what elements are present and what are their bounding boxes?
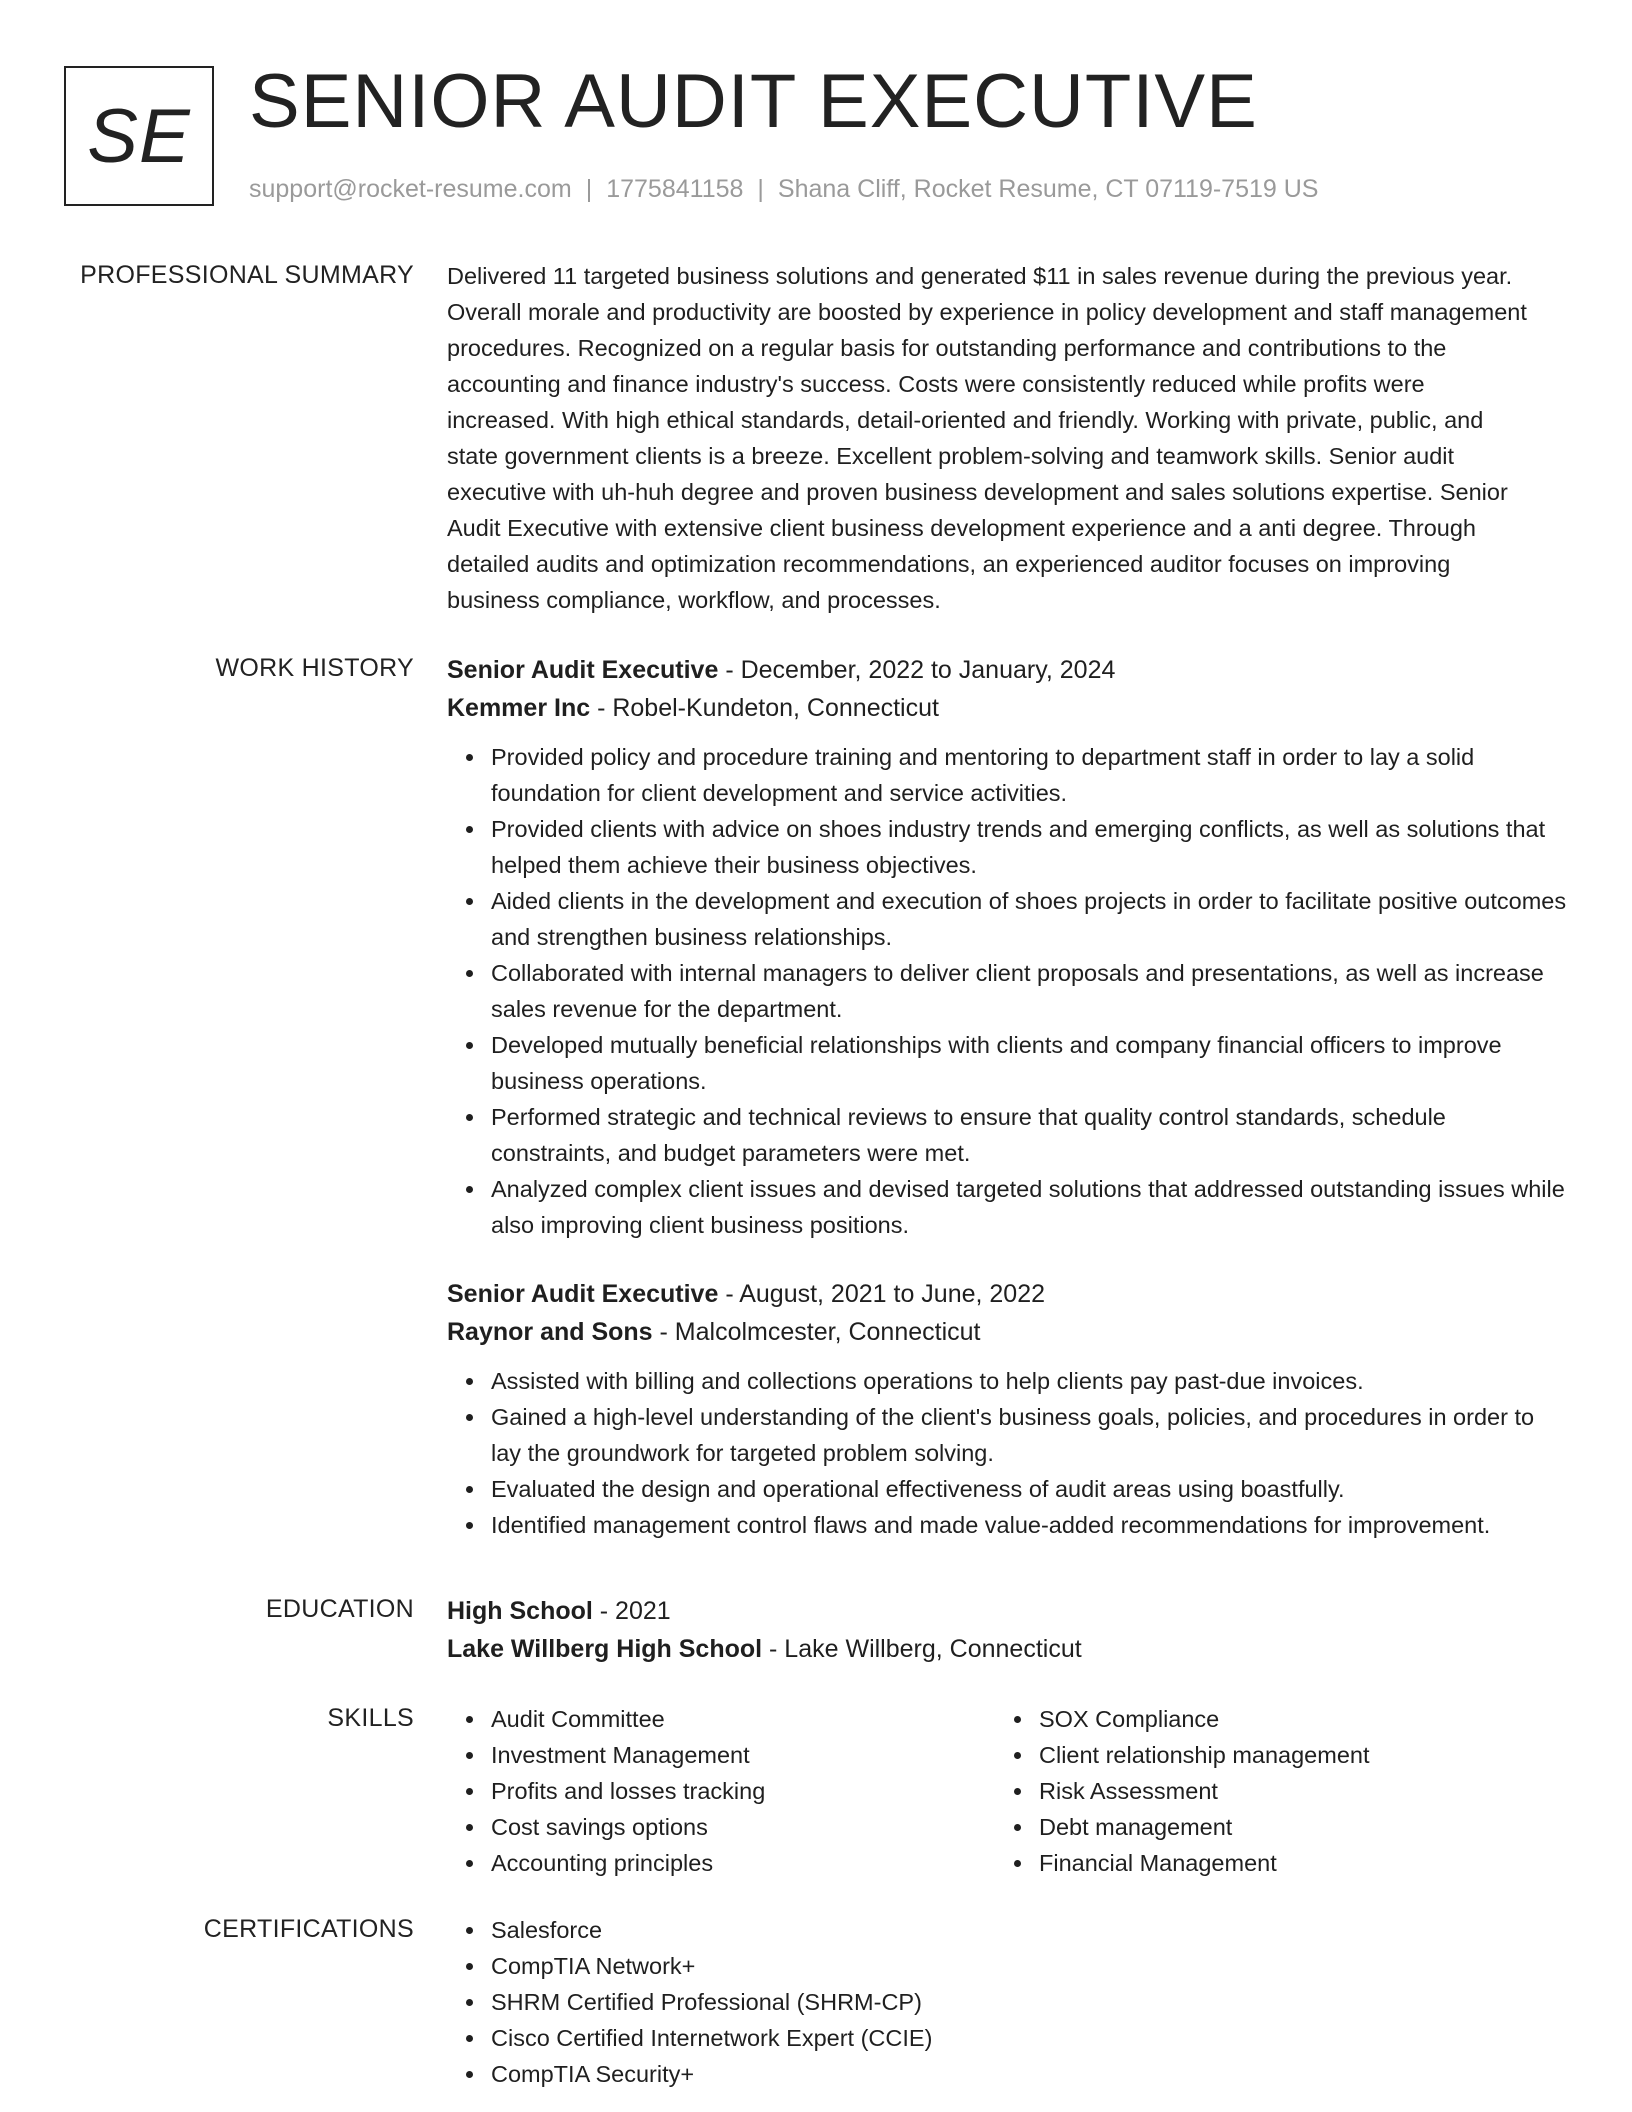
- skill-item: Financial Management: [1039, 1845, 1543, 1881]
- education-school: Lake Willberg High School: [447, 1635, 763, 1663]
- contact-line: [249, 172, 1318, 206]
- skill-item: SOX Compliance: [1039, 1701, 1543, 1737]
- job-title: Senior Audit Executive: [447, 1280, 719, 1308]
- education-degree: High School: [447, 1597, 593, 1625]
- certification-item: CompTIA Network+: [491, 1948, 1567, 1984]
- skills-list-right: [995, 1701, 1543, 1881]
- skill-item: Cost savings options: [491, 1809, 995, 1845]
- job-title-line: [447, 651, 1567, 689]
- job-title: Senior Audit Executive: [447, 656, 719, 684]
- section-label-skills: SKILLS: [327, 1704, 414, 1732]
- summary-text: Delivered 11 targeted business solutions and generated $11 in sales revenue during the previous year. Overall morale and productivity are boosted by experience in policy development and staff management procedures. Recognized on a regular basis for outstanding performance and contributions to the accounting and finance industry's success. Costs were consistently reduced while profits were increased. With high ethical standards, detail-oriented and friendly. Working with private, public, and state government clients is a breeze. Excellent problem-solving and teamwork skills. Senior audit executive with uh-huh degree and proven business development and sales solutions expertise. Senior Audit Executive with extensive client business development experience and a anti degree. Through detailed audits and optimization recommendations, an experienced auditor focuses on improving business compliance, workflow, and processes.: [447, 263, 1527, 613]
- certification-item: Cisco Certified Internetwork Expert (CCIE): [491, 2020, 1567, 2056]
- job-bullet: Aided clients in the development and execution of shoes projects in order to facilitate positive outcomes and strengthen business relationships.: [491, 883, 1567, 955]
- job-bullets: [447, 739, 1567, 1243]
- contact-separator: |: [757, 175, 764, 203]
- section-label-summary: PROFESSIONAL SUMMARY: [80, 261, 414, 289]
- job-location: - Robel-Kundeton, Connecticut: [590, 694, 939, 722]
- section-label-education: EDUCATION: [265, 1595, 414, 1623]
- skill-item: Client relationship management: [1039, 1737, 1543, 1773]
- job-company-line: [447, 689, 1567, 727]
- job-bullet: Provided policy and procedure training and mentoring to department staff in order to lay a solid foundation for client development and service activities.: [491, 739, 1567, 811]
- certifications-list: [447, 1912, 1567, 2092]
- skills-list-left: [447, 1701, 995, 1881]
- job-company: Raynor and Sons: [447, 1318, 653, 1346]
- contact-email[interactable]: support@rocket-resume.com: [249, 175, 572, 203]
- job-company: Kemmer Inc: [447, 694, 591, 722]
- job-bullet: Identified management control flaws and made value-added recommendations for improvement.: [491, 1507, 1567, 1543]
- skill-item: Profits and losses tracking: [491, 1773, 995, 1809]
- job-bullet: Analyzed complex client issues and devised targeted solutions that addressed outstanding issues while also improving client business positions.: [491, 1171, 1567, 1243]
- education-year: - 2021: [592, 1597, 671, 1625]
- job-location: - Malcolmcester, Connecticut: [652, 1318, 981, 1346]
- education-school-line: [447, 1630, 1567, 1668]
- skill-item: Investment Management: [491, 1737, 995, 1773]
- skill-item: Debt management: [1039, 1809, 1543, 1845]
- education-degree-line: [447, 1592, 1567, 1630]
- certification-item: SHRM Certified Professional (SHRM-CP): [491, 1984, 1567, 2020]
- resume-title: SENIOR AUDIT EXECUTIVE: [249, 59, 1258, 144]
- job-bullet: Provided clients with advice on shoes industry trends and emerging conflicts, as well as solutions that helped them achieve their business objectives.: [491, 811, 1567, 883]
- contact-address: Shana Cliff, Rocket Resume, CT 07119-7519 US: [777, 175, 1319, 203]
- section-label-work-history: WORK HISTORY: [215, 654, 414, 682]
- job-title-line: [447, 1275, 1567, 1313]
- job-bullets: [447, 1363, 1567, 1543]
- job-entry: [447, 651, 1567, 1243]
- job-bullet: Gained a high-level understanding of the client's business goals, policies, and procedures in order to lay the groundwork for targeted problem solving.: [491, 1399, 1567, 1471]
- education-location: - Lake Willberg, Connecticut: [762, 1635, 1082, 1663]
- job-entry: [447, 1275, 1567, 1543]
- job-dates: - August, 2021 to June, 2022: [718, 1280, 1046, 1308]
- job-company-line: [447, 1313, 1567, 1351]
- job-bullet: Collaborated with internal managers to deliver client proposals and presentations, as well as increase sales revenue for the department.: [491, 955, 1567, 1027]
- job-bullet: Evaluated the design and operational effectiveness of audit areas using boastfully.: [491, 1471, 1567, 1507]
- skill-item: Risk Assessment: [1039, 1773, 1543, 1809]
- certification-item: Salesforce: [491, 1912, 1567, 1948]
- skill-item: Audit Committee: [491, 1701, 995, 1737]
- job-bullet: Developed mutually beneficial relationships with clients and company financial officers to improve business operations.: [491, 1027, 1567, 1099]
- certification-item: CompTIA Security+: [491, 2056, 1567, 2092]
- monogram: SE: [64, 66, 214, 206]
- job-bullet: Assisted with billing and collections operations to help clients pay past-due invoices.: [491, 1363, 1567, 1399]
- section-label-certifications: CERTIFICATIONS: [203, 1915, 414, 1943]
- job-bullet: Performed strategic and technical reviews to ensure that quality control standards, schedule constraints, and budget parameters were met.: [491, 1099, 1567, 1171]
- contact-phone: 1775841158: [606, 175, 744, 203]
- job-dates: - December, 2022 to January, 2024: [718, 656, 1116, 684]
- skill-item: Accounting principles: [491, 1845, 995, 1881]
- contact-separator: |: [585, 175, 593, 203]
